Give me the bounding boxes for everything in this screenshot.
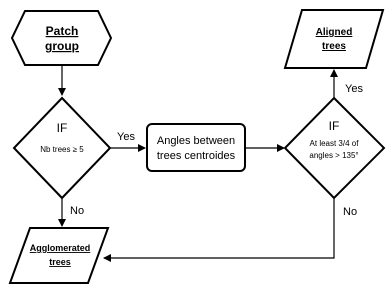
angles-between-line2: trees centroides [156, 150, 236, 162]
edge-label-yes-angles: Yes [117, 131, 135, 143]
patch-group-node [12, 11, 111, 65]
agglomerated-trees-line2: trees [49, 257, 71, 267]
if-angles-line1: At least 3/4 of [309, 139, 359, 148]
patch-group-label-line2: group [45, 39, 79, 53]
aligned-trees-line1: Aligned [315, 27, 353, 38]
aligned-trees-line2: trees [322, 41, 346, 52]
aligned-trees-node [285, 10, 383, 68]
if-nb-trees-node [14, 98, 110, 198]
edge-label-yes-aligned: Yes [345, 83, 363, 95]
edge-label-no-agglomerated: No [70, 205, 85, 217]
if-angles-node [285, 98, 384, 198]
angles-between-node [147, 124, 245, 171]
edge-if2-to-agglomerated [104, 198, 334, 258]
agglomerated-trees-line1: Agglomerated [29, 243, 91, 253]
if-angles-line2: angles > 135° [309, 151, 359, 160]
if-angles-title: IF [328, 119, 340, 133]
if-nb-trees-condition: Nb trees ≥ 5 [40, 145, 84, 154]
angles-between-line1: Angles between [156, 135, 236, 147]
edge-label-no-from-angles: No [343, 206, 358, 218]
patch-group-label-line1: Patch [45, 24, 79, 38]
agglomerated-trees-node [10, 228, 108, 283]
if-nb-trees-title: IF [56, 121, 68, 135]
